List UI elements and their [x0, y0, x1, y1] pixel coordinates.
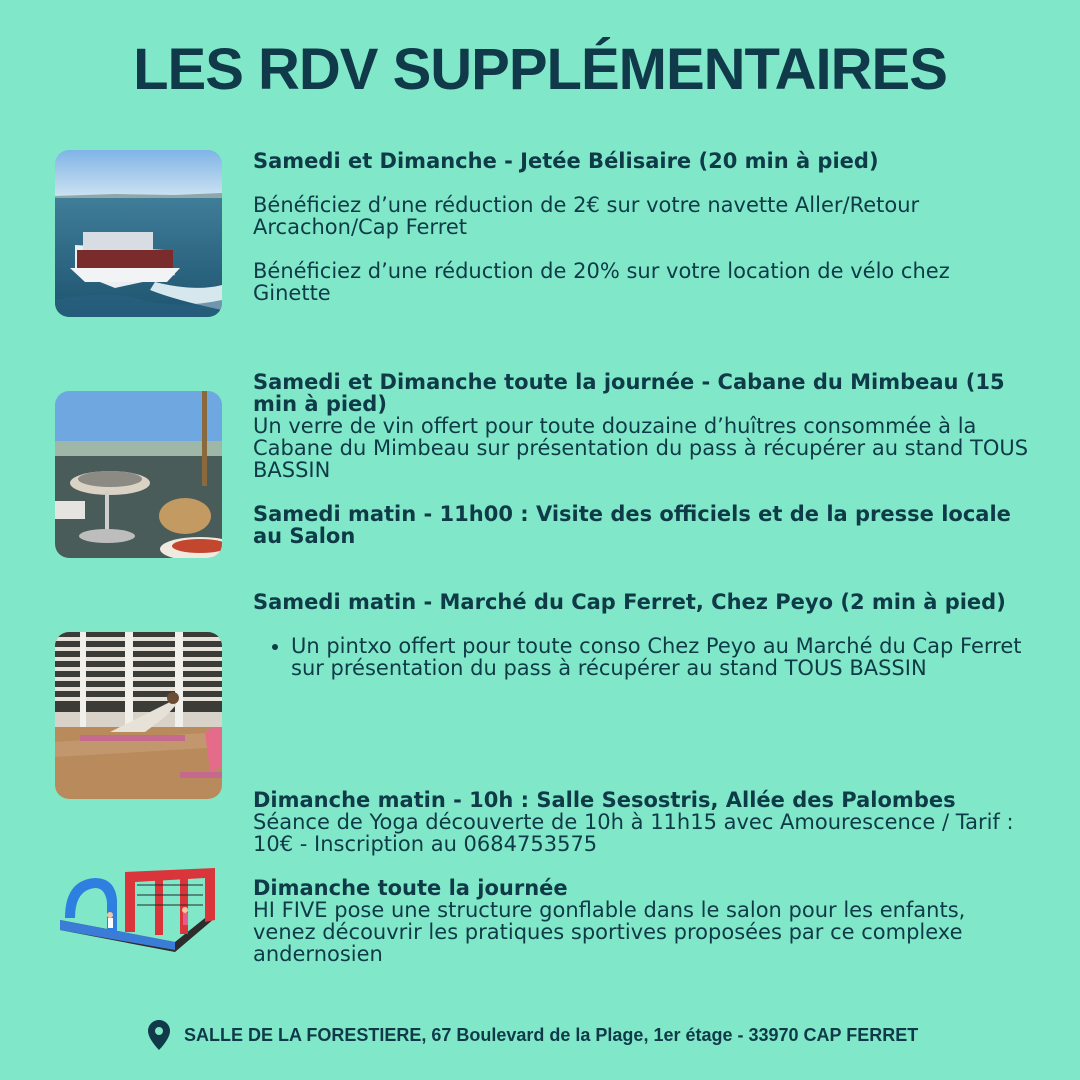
section-text: HI FIVE pose une structure gonflable dans le salon pour les enfants, venez découvrir les pratiques sportives proposées par ce complexe andernosien: [253, 898, 966, 966]
inflatable-structure-image: [55, 860, 220, 955]
footer-address: [148, 1020, 1008, 1050]
section-text: Bénéficiez d’une réduction de 20% sur votre location de vélo chez Ginette: [253, 259, 950, 305]
section-heading: Dimanche toute la journée: [253, 876, 568, 900]
yoga-room-photo: [55, 632, 222, 799]
list-item: • Un pintxo offert pour toute conso Chez Peyo au Marché du Cap Ferret sur présentation du pass à récupérer au stand TOUS BASSIN: [291, 635, 1033, 679]
address-text: SALLE DE LA FORESTIERE, 67 Boulevard de la Plage, 1er étage - 33970 CAP FERRET: [184, 1024, 919, 1045]
section-yoga: [253, 789, 1033, 855]
section-text: Séance de Yoga découverte de 10h à 11h15 avec Amourescence / Tarif : 10€ - Inscription au 0684753575: [253, 810, 1014, 856]
boat-photo: [55, 150, 222, 317]
map-pin-icon: [148, 1020, 170, 1050]
section-text: Bénéficiez d’une réduction de 2€ sur votre navette Aller/Retour Arcachon/Cap Ferret: [253, 193, 920, 239]
section-marche-cap-ferret: [253, 591, 1033, 679]
section-heading: Samedi matin - Marché du Cap Ferret, Chez Peyo (2 min à pied): [253, 590, 1006, 614]
section-heading: Samedi matin - 11h00 : Visite des officiels et de la presse locale au Salon: [253, 502, 1011, 548]
section-jetee-belisaire: [253, 150, 1033, 304]
section-heading: Samedi et Dimanche toute la journée - Cabane du Mimbeau (15 min à pied): [253, 370, 1005, 416]
section-heading: Samedi et Dimanche - Jetée Bélisaire (20 min à pied): [253, 149, 879, 173]
oyster-table-photo: [55, 391, 222, 558]
offer-list: [253, 635, 1033, 679]
page-title: LES RDV SUPPLÉMENTAIRES: [133, 37, 947, 102]
section-cabane-mimbeau: [253, 371, 1033, 547]
section-heading: Dimanche matin - 10h : Salle Sesostris, Allée des Palombes: [253, 788, 956, 812]
section-text: Un verre de vin offert pour toute douzaine d’huîtres consommée à la Cabane du Mimbeau sur présentation du pass à récupérer au stand TOUS BASSIN: [253, 414, 1029, 482]
section-hi-five: [253, 877, 1033, 965]
